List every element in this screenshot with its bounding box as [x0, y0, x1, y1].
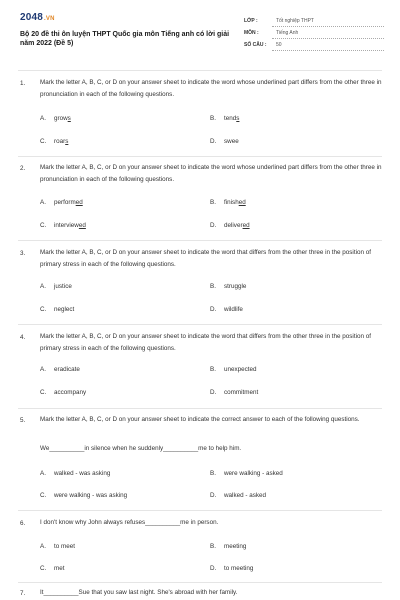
- question-text: Mark the letter A, B, C, or D on your answer sheet to indicate the word that differs from the other three in the position of primary stress in each of the following questions.: [40, 333, 371, 352]
- option-text: swee: [224, 138, 239, 145]
- meta-subject: [244, 30, 384, 42]
- option-letter: C.: [40, 222, 47, 229]
- divider: [18, 408, 382, 409]
- option-letter: C.: [40, 565, 47, 572]
- question-number: 1.: [20, 80, 26, 87]
- meta-value: 50: [276, 42, 282, 48]
- question-number: 3.: [20, 250, 26, 257]
- meta-grade: [244, 18, 384, 30]
- option-c[interactable]: [40, 138, 68, 145]
- option-letter: D.: [210, 389, 217, 396]
- option-letter: A.: [40, 115, 46, 122]
- option-letter: D.: [210, 138, 217, 145]
- option-c[interactable]: [40, 389, 86, 396]
- option-text: accompany: [54, 389, 87, 396]
- option-letter: A.: [40, 543, 46, 550]
- option-text: neglect: [54, 306, 75, 313]
- option-text: to meeting: [224, 565, 254, 572]
- option-text: meeting: [224, 543, 247, 550]
- option-letter: D.: [210, 306, 217, 313]
- divider: [18, 510, 382, 511]
- option-letter: B.: [210, 366, 216, 373]
- option-c[interactable]: [40, 306, 74, 313]
- option-underlined: ed: [78, 222, 86, 229]
- option-underlined: ed: [242, 222, 250, 229]
- option-a[interactable]: [40, 115, 71, 122]
- option-text: walked - was asking: [54, 470, 111, 477]
- option-letter: A.: [40, 366, 46, 373]
- option-text: eradicate: [54, 366, 80, 373]
- site-logo[interactable]: [20, 12, 55, 23]
- divider: [18, 324, 382, 325]
- question-number: 5.: [20, 417, 26, 424]
- divider: [18, 70, 382, 71]
- option-letter: C.: [40, 492, 47, 499]
- option-letter: B.: [210, 283, 216, 290]
- option-c[interactable]: [40, 492, 127, 499]
- option-b[interactable]: [210, 115, 239, 122]
- option-a[interactable]: [40, 543, 75, 550]
- meta-key: LỚP :: [244, 18, 258, 24]
- option-d[interactable]: [210, 138, 239, 145]
- option-text: unexpected: [224, 366, 257, 373]
- option-a[interactable]: [40, 470, 110, 477]
- option-c[interactable]: [40, 222, 86, 229]
- option-c[interactable]: [40, 565, 65, 572]
- option-d[interactable]: [210, 492, 266, 499]
- option-letter: C.: [40, 389, 47, 396]
- option-underlined: ed: [75, 199, 83, 206]
- option-letter: B.: [210, 199, 216, 206]
- option-letter: D.: [210, 492, 217, 499]
- option-b[interactable]: [210, 283, 246, 290]
- divider: [18, 156, 382, 157]
- option-letter: A.: [40, 283, 46, 290]
- option-text: were walking - was asking: [54, 492, 128, 499]
- logo-suffix: .VN: [44, 16, 55, 22]
- option-a[interactable]: [40, 283, 72, 290]
- option-letter: A.: [40, 470, 46, 477]
- question-text: Mark the letter A, B, C, or D on your answer sheet to indicate the word that differs from the other three in the position of primary stress in each of the following questions.: [40, 249, 371, 268]
- option-letter: D.: [210, 222, 217, 229]
- meta-key: MÔN :: [244, 30, 259, 36]
- option-text: struggle: [224, 283, 247, 290]
- option-b[interactable]: [210, 543, 246, 550]
- meta-value: Tốt nghiệp THPT: [276, 18, 314, 24]
- meta-panel: [244, 18, 384, 54]
- question-text: I don't know why John always refuses__________me in person.: [40, 519, 219, 526]
- question-number: 7.: [20, 590, 26, 597]
- option-letter: D.: [210, 565, 217, 572]
- logo-main: 2048: [20, 12, 44, 23]
- divider: [18, 240, 382, 241]
- option-b[interactable]: [210, 470, 283, 477]
- question-text: Mark the letter A, B, C, or D on your answer sheet to indicate the correct answer to each of the following questions.: [40, 416, 360, 423]
- option-text: perform: [54, 199, 76, 206]
- option-letter: C.: [40, 306, 47, 313]
- option-d[interactable]: [210, 389, 258, 396]
- question-number: 4.: [20, 334, 26, 341]
- question-text: It__________Sue that you saw last night. She's abroad with her family.: [40, 589, 238, 596]
- option-underlined: s: [236, 115, 240, 122]
- option-b[interactable]: [210, 366, 257, 373]
- divider: [18, 582, 382, 583]
- option-letter: A.: [40, 199, 46, 206]
- option-underlined: s: [67, 115, 71, 122]
- option-letter: B.: [210, 115, 216, 122]
- option-a[interactable]: [40, 199, 83, 206]
- question-sentence: We__________in silence when he suddenly__________me to help him.: [40, 445, 242, 452]
- option-d[interactable]: [210, 306, 243, 313]
- option-text: commitment: [224, 389, 259, 396]
- question-number: 6.: [20, 520, 26, 527]
- option-text: justice: [54, 283, 72, 290]
- option-letter: B.: [210, 543, 216, 550]
- document-title: Bộ 20 đề thi ôn luyện THPT Quốc gia môn Tiếng anh có lời giải năm 2022 (Đề 5): [20, 31, 230, 47]
- option-text: were walking - asked: [224, 470, 283, 477]
- meta-value: Tiếng Anh: [276, 30, 299, 36]
- option-letter: B.: [210, 470, 216, 477]
- option-text: interview: [54, 222, 79, 229]
- option-text: tend: [224, 115, 237, 122]
- meta-key: SỐ CÂU :: [244, 42, 267, 48]
- option-letter: C.: [40, 138, 47, 145]
- option-underlined: s: [65, 138, 69, 145]
- dotted-line: [272, 26, 384, 27]
- option-d[interactable]: [210, 222, 250, 229]
- option-a[interactable]: [40, 366, 80, 373]
- question-number: 2.: [20, 165, 26, 172]
- dotted-line: [272, 50, 384, 51]
- option-text: deliver: [224, 222, 243, 229]
- question-text: Mark the letter A, B, C, or D on your answer sheet to indicate the word whose underlined part differs from the other three in pronunciation in each of the following questions.: [40, 164, 382, 183]
- option-text: met: [54, 565, 65, 572]
- option-underlined: ed: [238, 199, 246, 206]
- option-d[interactable]: [210, 565, 253, 572]
- option-text: walked - asked: [224, 492, 266, 499]
- option-text: roar: [54, 138, 66, 145]
- option-b[interactable]: [210, 199, 246, 206]
- question-text: Mark the letter A, B, C, or D on your answer sheet to indicate the word whose underlined part differs from the other three in pronunciation in each of the following questions.: [40, 79, 382, 98]
- dotted-line: [272, 38, 384, 39]
- option-text: wildlife: [224, 306, 243, 313]
- option-text: grow: [54, 115, 68, 122]
- option-text: to meet: [54, 543, 75, 550]
- option-text: finish: [224, 199, 239, 206]
- meta-question-count: [244, 42, 384, 54]
- document-header: [20, 8, 390, 58]
